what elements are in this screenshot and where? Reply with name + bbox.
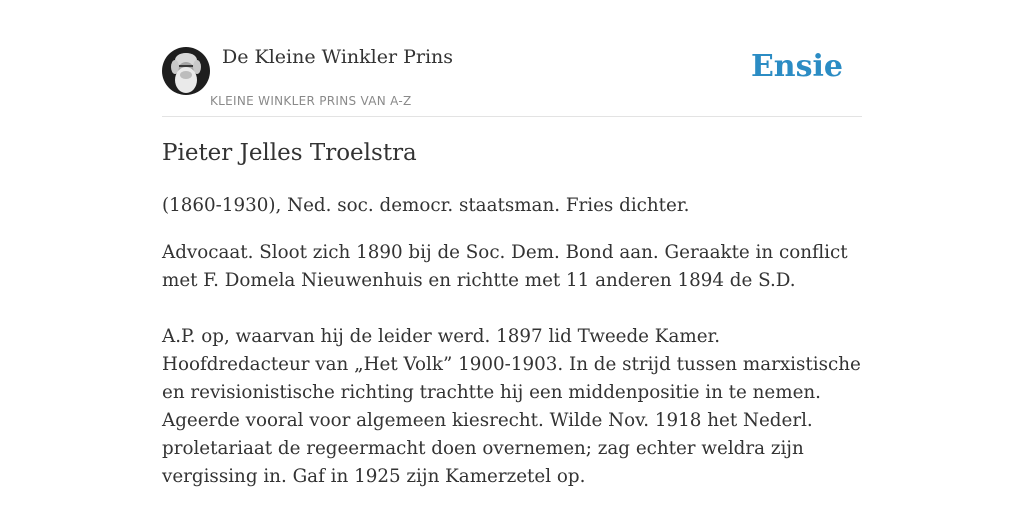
portrait-image [162, 47, 210, 95]
article-paragraph: Advocaat. Sloot zich 1890 bij de Soc. Dem. Bond aan. Geraakte in conflict met F. Domela Nieuwenhuis en richtte met 11 anderen 1894 de S.D. [162, 242, 848, 291]
source-subtitle[interactable]: KLEINE WINKLER PRINS VAN A-Z [210, 94, 412, 108]
source-header [162, 44, 862, 117]
article-paragraph: (1860-1930), Ned. soc. democr. staatsman. Fries dichter. [162, 195, 690, 216]
source-title[interactable]: De Kleine Winkler Prins [222, 46, 454, 68]
author-avatar[interactable] [162, 47, 210, 95]
brand-logo[interactable]: Ensie [750, 49, 843, 84]
article-paragraph: A.P. op, waarvan hij de leider werd. 1897 lid Tweede Kamer. Hoofdredacteur van „Het Volk” 1900-1903. In de strijd tussen marxistische en revisionistische richting trachtte hij een middenpositie in te nemen. Ageerde vooral voor algemeen kiesrecht. Wilde Nov. 1918 het Nederl. proletariaat de regeermacht doen overnemen; zag echter weldra zijn vergissing in. Gaf in 1925 zijn Kamerzetel op. [162, 326, 861, 487]
article-body [162, 192, 868, 491]
article-title: Pieter Jelles Troelstra [162, 140, 417, 166]
